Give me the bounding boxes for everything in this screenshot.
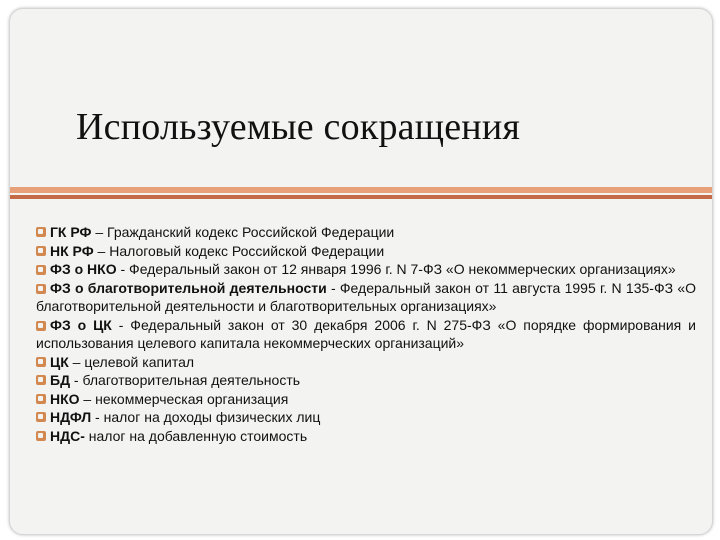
abbreviation-desc: – некоммерческая организация xyxy=(79,390,289,407)
abbreviation-desc: - Федеральный закон от 30 декабря 2006 г. N 275-ФЗ «О порядке формирования и использования целевого капитала некоммерческих организаций» xyxy=(36,316,696,351)
abbreviation-term: ФЗ о НКО xyxy=(50,261,117,277)
square-bullet-icon xyxy=(36,431,46,441)
abbreviation-desc: – Налоговый кодекс Российской Федерации xyxy=(93,242,385,259)
abbreviation-desc: налог на добавленную стоимость xyxy=(84,427,308,444)
abbreviation-desc: - благотворительная деятельность xyxy=(70,372,301,388)
square-bullet-icon xyxy=(36,321,46,331)
abbreviation-term: ЦК xyxy=(50,353,69,370)
square-bullet-icon xyxy=(36,357,46,367)
square-bullet-icon xyxy=(36,284,46,294)
list-item xyxy=(36,242,696,261)
square-bullet-icon xyxy=(36,412,46,422)
list-item xyxy=(36,371,696,390)
list-item xyxy=(36,260,696,279)
square-bullet-icon xyxy=(36,246,46,256)
square-bullet-icon xyxy=(36,265,46,275)
square-bullet-icon xyxy=(36,227,46,237)
list-item xyxy=(36,223,696,242)
abbreviation-list xyxy=(36,223,696,445)
title-divider-dark xyxy=(10,195,712,199)
title-divider-light xyxy=(10,187,712,193)
page-title: Используемые сокращения xyxy=(76,106,521,148)
abbreviation-term: ГК РФ xyxy=(50,224,92,240)
abbreviation-desc: – целевой капитал xyxy=(68,353,195,370)
list-item xyxy=(36,279,696,316)
square-bullet-icon xyxy=(36,375,46,385)
abbreviation-desc: - Федеральный закон от 12 января 1996 г. N 7-ФЗ «О некоммерческих организациях» xyxy=(116,261,676,277)
square-bullet-icon xyxy=(36,394,46,404)
abbreviation-term: НДС- xyxy=(50,427,85,444)
abbreviation-term: НДФЛ xyxy=(50,409,92,425)
list-item xyxy=(36,427,696,446)
abbreviation-term: БД xyxy=(50,372,71,388)
list-item xyxy=(36,408,696,427)
abbreviation-term: НКО xyxy=(50,390,80,407)
slide xyxy=(9,8,713,535)
abbreviation-term: ФЗ о ЦК xyxy=(50,316,112,333)
abbreviation-desc: - Федеральный закон от 11 августа 1995 г. N 135-ФЗ «О благотворительной деятельности и благотворительных организациях» xyxy=(36,279,696,314)
list-item xyxy=(36,316,696,353)
abbreviation-desc: - налог на доходы физических лиц xyxy=(91,409,321,425)
list-item xyxy=(36,353,696,372)
list-item xyxy=(36,390,696,409)
abbreviation-desc: – Гражданский кодекс Российской Федерации xyxy=(91,224,395,240)
abbreviation-term: НК РФ xyxy=(50,242,94,259)
abbreviation-term: ФЗ о благотворительной деятельности xyxy=(50,279,327,296)
